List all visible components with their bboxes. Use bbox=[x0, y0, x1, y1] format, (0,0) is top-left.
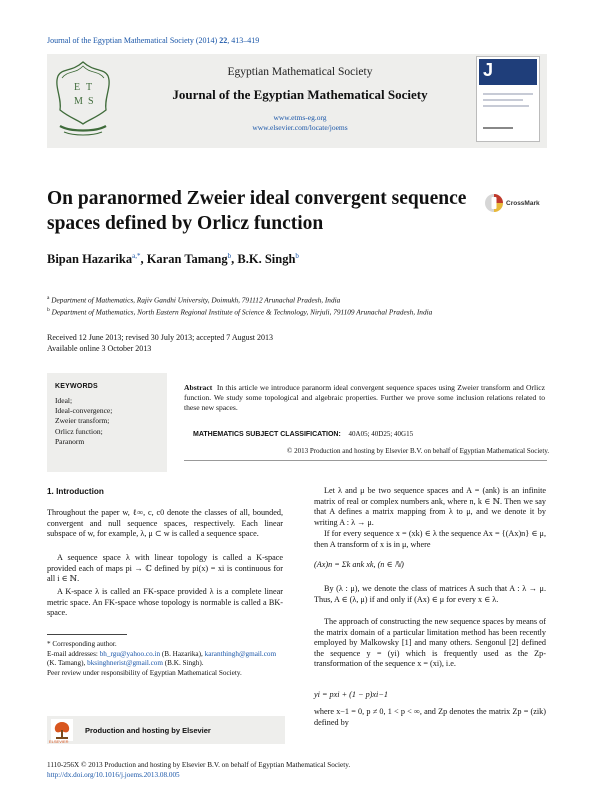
keyword-item: Ideal; bbox=[55, 396, 73, 405]
page-footer bbox=[47, 760, 350, 780]
email-owner: (B.K. Singh). bbox=[162, 659, 204, 667]
author-2: Karan Tamang bbox=[146, 252, 228, 267]
doi-link[interactable]: http://dx.doi.org/10.1016/j.joems.2013.08.005 bbox=[47, 771, 180, 779]
society-name: Egyptian Mathematical Society bbox=[227, 66, 373, 78]
journal-ref-volume: 22 bbox=[219, 36, 228, 45]
section-title: 1. Introduction bbox=[47, 487, 104, 496]
svg-text:S: S bbox=[88, 96, 94, 107]
email-link-1[interactable]: bh_rgu@yahoo.co.in bbox=[99, 649, 161, 658]
crossmark-label: CrossMark bbox=[506, 200, 540, 207]
author-1: Bipan Hazarika bbox=[47, 252, 133, 267]
elsevier-wordmark: ELSEVIER bbox=[49, 739, 69, 744]
cover-line bbox=[483, 93, 533, 95]
email-owner: (B. Hazarika), bbox=[160, 649, 205, 658]
journal-url-1[interactable]: www.etms-eg.org bbox=[273, 113, 327, 122]
author-1-affil[interactable]: a,* bbox=[132, 252, 141, 260]
title-line-1: On paranormed Zweier ideal convergent sequence bbox=[47, 188, 467, 209]
author-2-affil[interactable]: b bbox=[227, 252, 232, 260]
production-text: Production and hosting by Elsevier bbox=[85, 726, 211, 735]
footnote-divider bbox=[47, 634, 127, 635]
journal-title: Journal of the Egyptian Mathematical Society bbox=[172, 87, 428, 102]
svg-text:T: T bbox=[86, 82, 93, 93]
journal-urls bbox=[140, 113, 460, 133]
abstract-copyright: © 2013 Production and hosting by Elsevier B.V. on behalf of Egyptian Mathematical Society. bbox=[287, 447, 550, 455]
article-dates bbox=[47, 332, 273, 354]
cover-letter-icon: J bbox=[483, 60, 494, 80]
author-list: Bipan Hazarika$^{a,*}$, Karan Tamang$^b$, B.K. Singh$^b$ bbox=[47, 252, 299, 267]
email-addresses bbox=[47, 650, 285, 669]
banner-text bbox=[140, 66, 460, 133]
svg-text:E: E bbox=[74, 82, 81, 93]
email-link-2[interactable]: karanthingh@gmail.com bbox=[204, 649, 277, 658]
peer-review-note: Peer review under responsibility of Egyptian Mathematical Society. bbox=[47, 668, 242, 677]
affiliation-text: Department of Mathematics, North Eastern Regional Institute of Science & Technology, Nirjuli, 791109 Arunachal Pradesh, India bbox=[51, 307, 433, 317]
author-3: B.K. Singh bbox=[237, 252, 296, 267]
author-3-affil[interactable]: b bbox=[295, 252, 299, 260]
msc-codes: 40A05; 40D25; 40G15 bbox=[348, 430, 414, 438]
svg-text:M: M bbox=[74, 96, 83, 107]
cover-line bbox=[483, 99, 523, 101]
keyword-item: Paranorm bbox=[55, 436, 85, 446]
affiliation-marker: b bbox=[47, 307, 50, 313]
footnotes bbox=[47, 640, 285, 678]
left-paragraph-1: Throughout the paper w, ℓ∞, c, c0 denote the classes of all, bounded, convergent and null sequence spaces, respectively. Each linear subspace of w, for example, λ, μ ⊂ w is called a sequence space. bbox=[47, 508, 283, 538]
corresponding-author: * Corresponding author. bbox=[47, 640, 117, 648]
abstract bbox=[184, 383, 545, 413]
right-paragraph-2: If for every sequence x = (xk) ∈ λ the sequence Ax = {(Ax)n} ∈ μ, then A transform of x is in μ, where bbox=[314, 529, 546, 549]
equation-matrix-transform: (Ax)n = Σk ank xk, (n ∈ ℕ) bbox=[314, 560, 404, 569]
right-paragraph-4: The approach of constructing the new sequence spaces by means of the matrix domain of a particular limitation method has been recently employed by Malkowsky [1] and many others. Sengonul [2] defined the sequence y = (yi) which is frequently used as the Zp-transformation of the sequence x = (xi), i.e. bbox=[314, 617, 546, 668]
cover-line bbox=[483, 127, 513, 129]
received-dates: Received 12 June 2013; revised 30 July 2013; accepted 7 August 2013 bbox=[47, 333, 273, 342]
email-link-3[interactable]: bksinghnerist@gmail.com bbox=[87, 659, 163, 667]
crossmark-badge[interactable] bbox=[484, 192, 554, 214]
right-paragraph-3: By (λ : μ), we denote the class of matrices A such that A : λ → μ. Thus, A ∈ (λ, μ) if and only if (Ax) ∈ μ for every x ∈ λ. bbox=[314, 584, 546, 604]
issn-copyright: 1110-256X © 2013 Production and hosting by Elsevier B.V. on behalf of Egyptian Mathematical Society. bbox=[47, 761, 351, 769]
affiliation-marker: a bbox=[47, 295, 50, 301]
abstract-divider bbox=[184, 460, 547, 461]
journal-reference[interactable] bbox=[47, 36, 259, 45]
affiliation-text: Department of Mathematics, Rajiv Gandhi University, Doimukh, 791112 Arunachal Pradesh, India bbox=[51, 295, 341, 305]
title-line-2: spaces defined by Orlicz function bbox=[47, 213, 324, 234]
keyword-item: Orlicz function; bbox=[55, 426, 103, 436]
keyword-item: Zweier transform; bbox=[55, 416, 110, 426]
equation-zweier: yi = pxi + (1 − p)xi−1 bbox=[314, 690, 388, 699]
available-online: Available online 3 October 2013 bbox=[47, 344, 152, 353]
left-paragraph-3: A K-space λ is called an FK-space provided λ is a complete linear metric space. An FK-space whose topology is normable is called a BK-space. bbox=[47, 587, 283, 617]
keywords-box bbox=[47, 373, 167, 472]
affiliation-b bbox=[47, 305, 557, 317]
right-paragraph-5: where x−1 = 0, p ≠ 0, 1 < p < ∞, and Zp denotes the matrix Zp = (zik) defined by bbox=[314, 707, 546, 727]
journal-cover-thumbnail[interactable] bbox=[476, 56, 540, 142]
abstract-text: In this article we introduce paranorm ideal convergent sequence spaces using Zweier transform and Orlicz function. We study some topological and algebraic properties. Further we prove some inclusion relations related to these new spaces. bbox=[184, 383, 546, 412]
affiliation-a bbox=[47, 293, 557, 305]
right-paragraph-1: Let λ and μ be two sequence spaces and A = (ank) is an infinite matrix of real or complex numbers ank, where n, k ∈ ℕ. Then we say that A defines a matrix mapping from λ to μ, and we denote it by writing A : λ → μ. bbox=[314, 486, 546, 527]
elsevier-production-box bbox=[47, 716, 285, 744]
elsevier-tree-icon bbox=[51, 719, 73, 741]
journal-url-2[interactable]: www.elsevier.com/locate/joems bbox=[252, 123, 348, 132]
keyword-item: Ideal-convergence; bbox=[55, 406, 113, 416]
journal-ref-pages: , 413–419 bbox=[227, 36, 260, 45]
msc-label: MATHEMATICS SUBJECT CLASSIFICATION: bbox=[193, 431, 341, 438]
abstract-label: Abstract bbox=[184, 383, 213, 392]
msc-classification bbox=[193, 430, 413, 438]
article-title bbox=[47, 186, 517, 236]
email-label: E-mail addresses: bbox=[47, 649, 100, 658]
cover-line bbox=[483, 105, 529, 107]
crossmark-icon bbox=[484, 192, 504, 214]
journal-ref-text: Journal of the Egyptian Mathematical Society (2014) bbox=[47, 36, 220, 45]
left-paragraph-2: A sequence space λ with linear topology is called a K-space provided each of maps pi → ℂ defined by pi(x) = xi is continuous for all i ∈ ℕ. bbox=[47, 553, 283, 583]
society-logo-icon bbox=[50, 58, 116, 138]
keywords-list bbox=[55, 396, 159, 447]
keywords-heading: KEYWORDS bbox=[55, 383, 98, 390]
email-owner: (K. Tamang), bbox=[47, 659, 88, 667]
